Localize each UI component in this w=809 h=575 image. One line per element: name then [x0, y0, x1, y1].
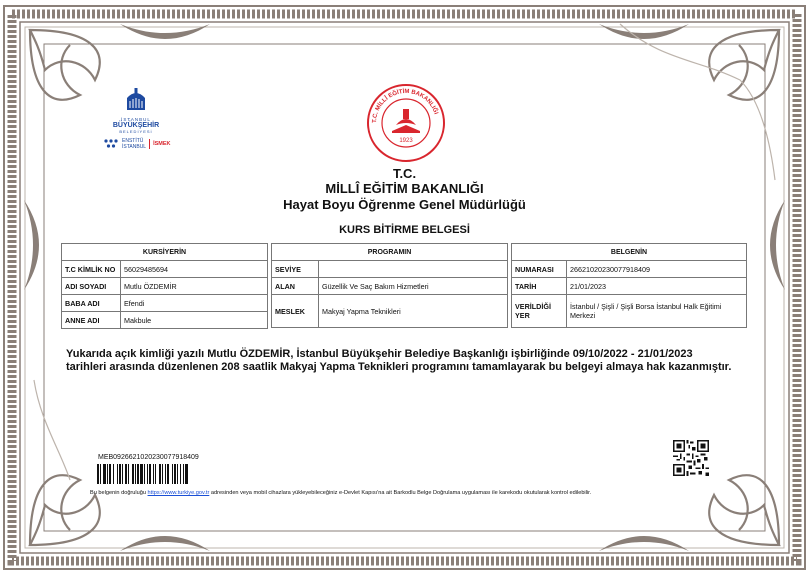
belgenin-header: BELGENİN	[512, 244, 747, 261]
barcode-bar	[185, 464, 188, 484]
verify-post-text: adresinden veya mobil cihazlara yükleyebileceğiniz e-Devlet Kapısı'na ait Barkodlu Belge Doğrulama uygulaması ile karekodu okutularak kontrol edilebilir.	[209, 490, 592, 496]
barcode-bar	[107, 464, 108, 484]
meb-seal	[366, 83, 446, 163]
belgenin-table	[511, 243, 747, 328]
table-row	[512, 295, 747, 328]
verify-pre-text: Bu belgenin doğruluğu	[90, 490, 148, 496]
barcode-bar	[122, 464, 123, 484]
field-label: ALAN	[272, 278, 319, 295]
barcode-bar	[147, 464, 148, 484]
table-row	[272, 278, 508, 295]
level-label: SEVİYE	[272, 261, 319, 278]
turkiye-gov-link[interactable]: https://www.turkiye.gov.tr	[147, 490, 210, 496]
directorate-heading: Hayat Boyu Öğrenme Genel Müdürlüğü	[283, 197, 526, 212]
enstitu-line1: ENSTİTÜ	[122, 138, 144, 144]
document-title: KURS BİTİRME BELGESİ	[339, 224, 470, 236]
barcode-bar	[97, 464, 99, 484]
barcode-bar	[155, 464, 156, 484]
programin-header: PROGRAMIN	[272, 244, 508, 261]
enstitu-ismek-logo	[103, 138, 171, 150]
date-value: 21/01/2023	[567, 278, 747, 295]
table-row	[62, 261, 268, 278]
kursiyer-header: KURSİYERİN	[62, 244, 268, 261]
table-row	[512, 278, 747, 295]
barcode-bar	[128, 464, 129, 484]
barcode-bar	[119, 464, 121, 484]
enstitu-mark-icon	[103, 138, 119, 150]
date-label: TARİH	[512, 278, 567, 295]
tc-no-value: 56029485694	[121, 261, 268, 278]
certificate-statement: Yukarıda açık kimliği yazılı Mutlu ÖZDEMİR, İstanbul Büyükşehir Belediye Başkanlığı işbirliğinde 09/10/2022 - 21/01/2023 tarihleri arasında düzenlenen 208 saatlik Makyaj Yapma Teknikleri programını tamamlayarak bu belgeyi almaya hak kazanmıştır.	[66, 348, 732, 373]
barcode-bar	[109, 464, 111, 484]
table-row	[512, 261, 747, 278]
table-row	[272, 295, 508, 328]
father-name-value: Efendi	[121, 295, 268, 312]
qr-code	[673, 440, 709, 476]
issued-place-value: İstanbul / Şişli / Şişli Borsa İstanbul Halk Eğitimi Merkezi	[567, 295, 747, 328]
barcode-bar	[172, 464, 173, 484]
ibb-logo-line1: İSTANBUL	[121, 117, 151, 122]
seal-text: T.C. MİLLÎ EĞİTİM BAKANLIĞI	[371, 88, 439, 124]
barcode-bar	[165, 464, 166, 484]
barcode-bar	[162, 464, 163, 484]
programin-table	[271, 243, 508, 328]
ministry-heading: MİLLÎ EĞİTİM BAKANLIĞI	[325, 181, 484, 196]
ibb-logo-line2: BÜYÜKŞEHİR	[112, 122, 160, 129]
barcode	[97, 464, 247, 484]
barcode-bar	[135, 464, 136, 484]
barcode-bar	[149, 464, 151, 484]
enstitu-line2: İSTANBUL	[122, 144, 147, 150]
occupation-label: MESLEK	[272, 295, 319, 328]
barcode-bar	[137, 464, 139, 484]
barcode-bar	[177, 464, 178, 484]
barcode-bar	[100, 464, 101, 484]
table-row	[62, 278, 268, 295]
field-value: Güzellik Ve Saç Bakım Hizmetleri	[319, 278, 508, 295]
barcode-bar	[113, 464, 114, 484]
occupation-value: Makyaj Yapma Teknikleri	[319, 295, 508, 328]
mother-name-label: ANNE ADI	[62, 312, 121, 329]
number-value: 26621020230077918409	[567, 261, 747, 278]
ibb-emblem-icon	[125, 86, 147, 112]
barcode-bar	[167, 464, 169, 484]
ismek-text: İSMEK	[153, 141, 171, 147]
barcode-bar	[174, 464, 176, 484]
number-label: NUMARASI	[512, 261, 567, 278]
mother-name-value: Makbule	[121, 312, 268, 329]
barcode-bar	[153, 464, 154, 484]
barcode-bar	[125, 464, 127, 484]
barcode-bar	[132, 464, 134, 484]
barcode-bar	[180, 464, 181, 484]
father-name-label: BABA ADI	[62, 295, 121, 312]
table-row	[62, 295, 268, 312]
barcode-bar	[140, 464, 143, 484]
barcode-bar	[117, 464, 118, 484]
barcode-number: MEB09266210202300779184​09	[98, 454, 199, 461]
ibb-logo-line3: BELEDİYESİ	[119, 129, 153, 134]
barcode-bar	[183, 464, 184, 484]
tc-no-label: T.C KİMLİK NO	[62, 261, 121, 278]
level-value	[319, 261, 508, 278]
barcode-bar	[144, 464, 145, 484]
barcode-bar	[103, 464, 106, 484]
ibb-logo	[110, 86, 162, 134]
table-row	[272, 261, 508, 278]
barcode-bar	[159, 464, 161, 484]
name-value: Mutlu ÖZDEMİR	[121, 278, 268, 295]
kursiyer-table	[61, 243, 268, 329]
verification-note	[90, 490, 730, 496]
table-row	[62, 312, 268, 329]
seal-year: 1923	[399, 138, 413, 144]
issued-place-label: VERİLDİĞİ YER	[512, 295, 567, 328]
name-label: ADI SOYADI	[62, 278, 121, 295]
tc-heading: T.C.	[392, 166, 417, 181]
